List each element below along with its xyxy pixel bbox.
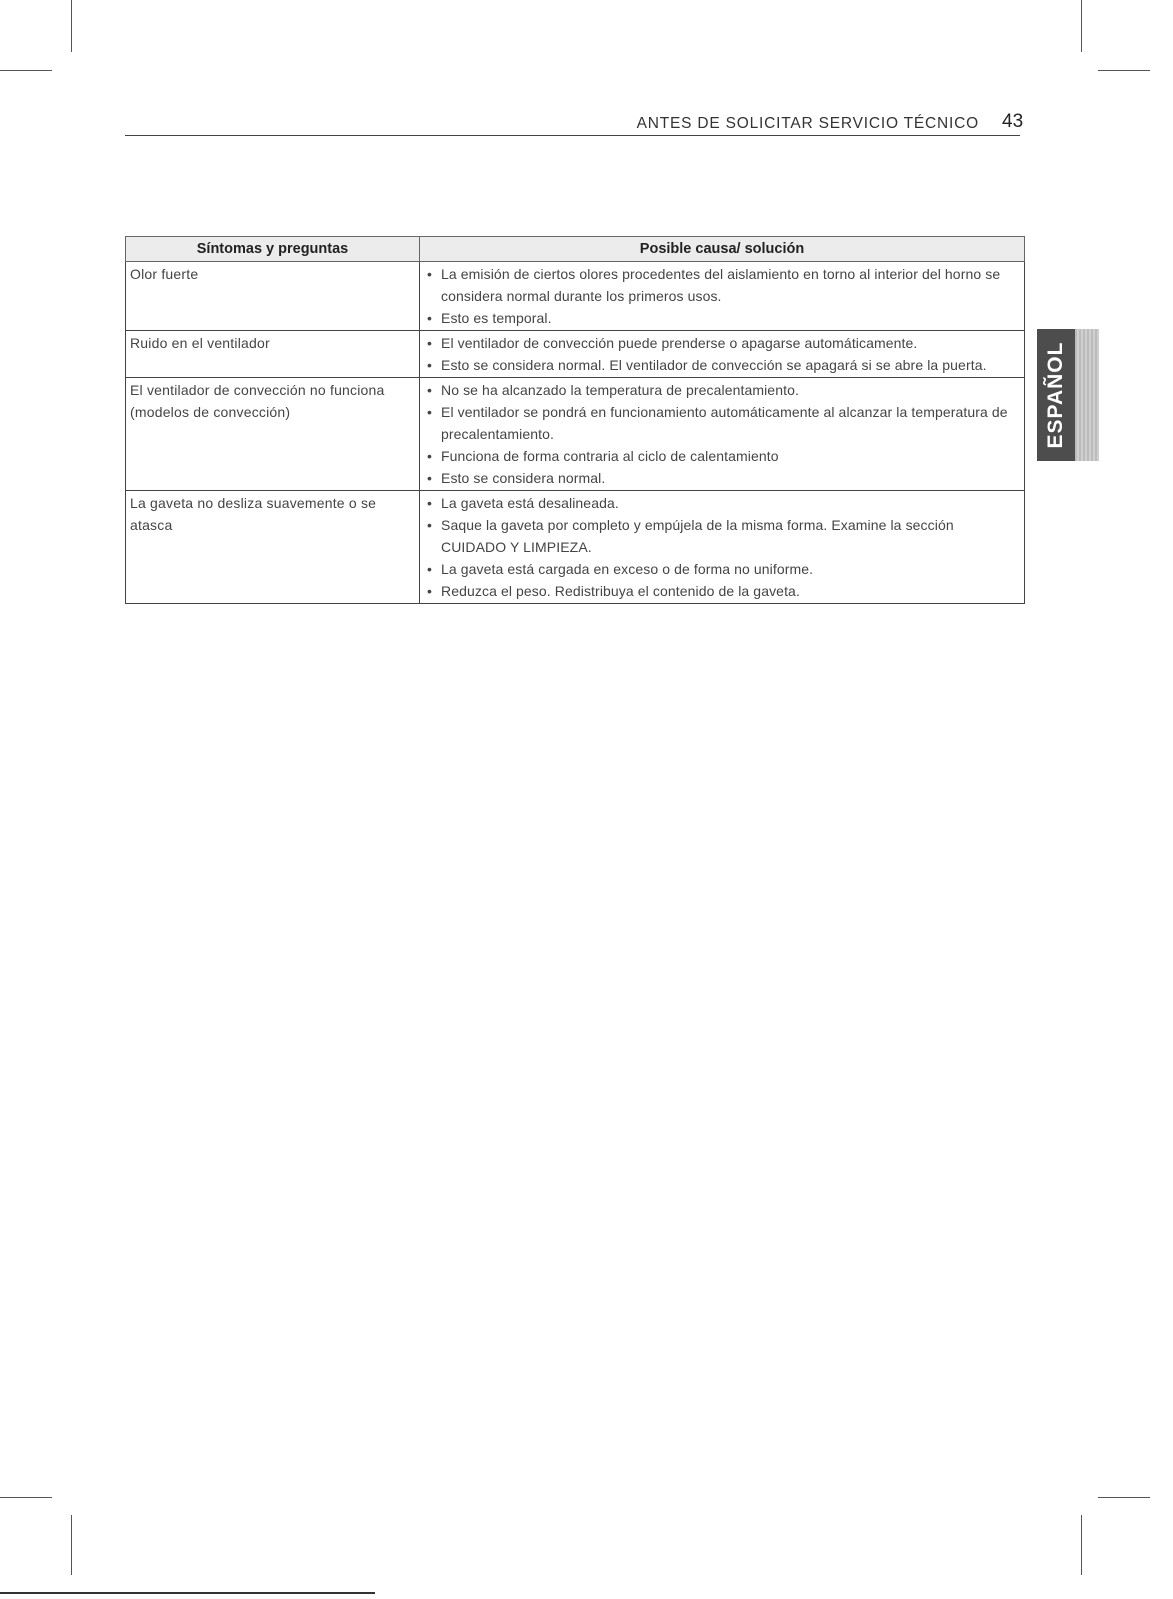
language-tab-label: ESPAÑOL — [1044, 341, 1067, 449]
symptom-cell: El ventilador de convección no funciona (modelos de convección) — [126, 378, 420, 491]
cause-item: • Esto es temporal. — [424, 307, 1020, 329]
troubleshooting-table — [125, 236, 1025, 604]
page-number: 43 — [1002, 111, 1024, 132]
cause-item: • Esto se considera normal. — [424, 467, 1020, 489]
cause-list — [424, 379, 1020, 489]
section-title: ANTES DE SOLICITAR SERVICIO TÉCNICO — [636, 115, 979, 132]
cause-item: • Funciona de forma contraria al ciclo de calentamiento — [424, 445, 1020, 467]
table-row — [126, 331, 1025, 378]
cause-cell — [420, 331, 1025, 378]
table-row — [126, 378, 1025, 491]
cause-list — [424, 263, 1020, 329]
crop-mark — [0, 1497, 52, 1498]
cause-item: • La gaveta está cargada en exceso o de forma no uniforme. — [424, 558, 1020, 580]
table-row — [126, 262, 1025, 331]
symptom-cell: La gaveta no desliza suavemente o se atasca — [126, 491, 420, 604]
cause-item: • El ventilador de convección puede prenderse o apagarse automáticamente. — [424, 332, 1020, 354]
cause-item: • Saque la gaveta por completo y empújela de la misma forma. Examine la sección CUIDADO Y LIMPIEZA. — [424, 514, 1020, 558]
symptom-cell: Olor fuerte — [126, 262, 420, 331]
crop-mark — [1098, 70, 1150, 71]
cause-list — [424, 332, 1020, 376]
crop-mark — [1081, 0, 1082, 52]
cause-item: • La gaveta está desalineada. — [424, 492, 1020, 514]
crop-mark — [1081, 1515, 1082, 1575]
cause-cell — [420, 491, 1025, 604]
column-header-symptoms: Síntomas y preguntas — [126, 237, 420, 262]
language-tab-block — [1037, 329, 1075, 461]
table-row — [126, 491, 1025, 604]
column-header-causes: Posible causa/ solución — [420, 237, 1025, 262]
crop-mark — [71, 1515, 72, 1575]
cause-item: • Esto se considera normal. El ventilador de convección se apagará si se abre la puerta. — [424, 354, 1020, 376]
cause-item: • La emisión de ciertos olores procedentes del aislamiento en torno al interior del horno se considera normal durante los primeros usos. — [424, 263, 1020, 307]
cause-item: • El ventilador se pondrá en funcionamiento automáticamente al alcanzar la temperatura de precalentamiento. — [424, 401, 1020, 445]
cause-cell — [420, 378, 1025, 491]
cause-cell — [420, 262, 1025, 331]
footer-rule — [0, 1592, 375, 1594]
cause-item: • No se ha alcanzado la temperatura de precalentamiento. — [424, 379, 1020, 401]
crop-mark — [71, 0, 72, 52]
language-tab — [1037, 329, 1099, 461]
symptom-cell: Ruido en el ventilador — [126, 331, 420, 378]
crop-mark — [1098, 1497, 1150, 1498]
crop-mark — [0, 70, 52, 71]
header-divider — [125, 135, 1020, 136]
cause-item: • Reduzca el peso. Redistribuya el contenido de la gaveta. — [424, 580, 1020, 602]
cause-list — [424, 492, 1020, 602]
table-header-row — [126, 237, 1025, 262]
